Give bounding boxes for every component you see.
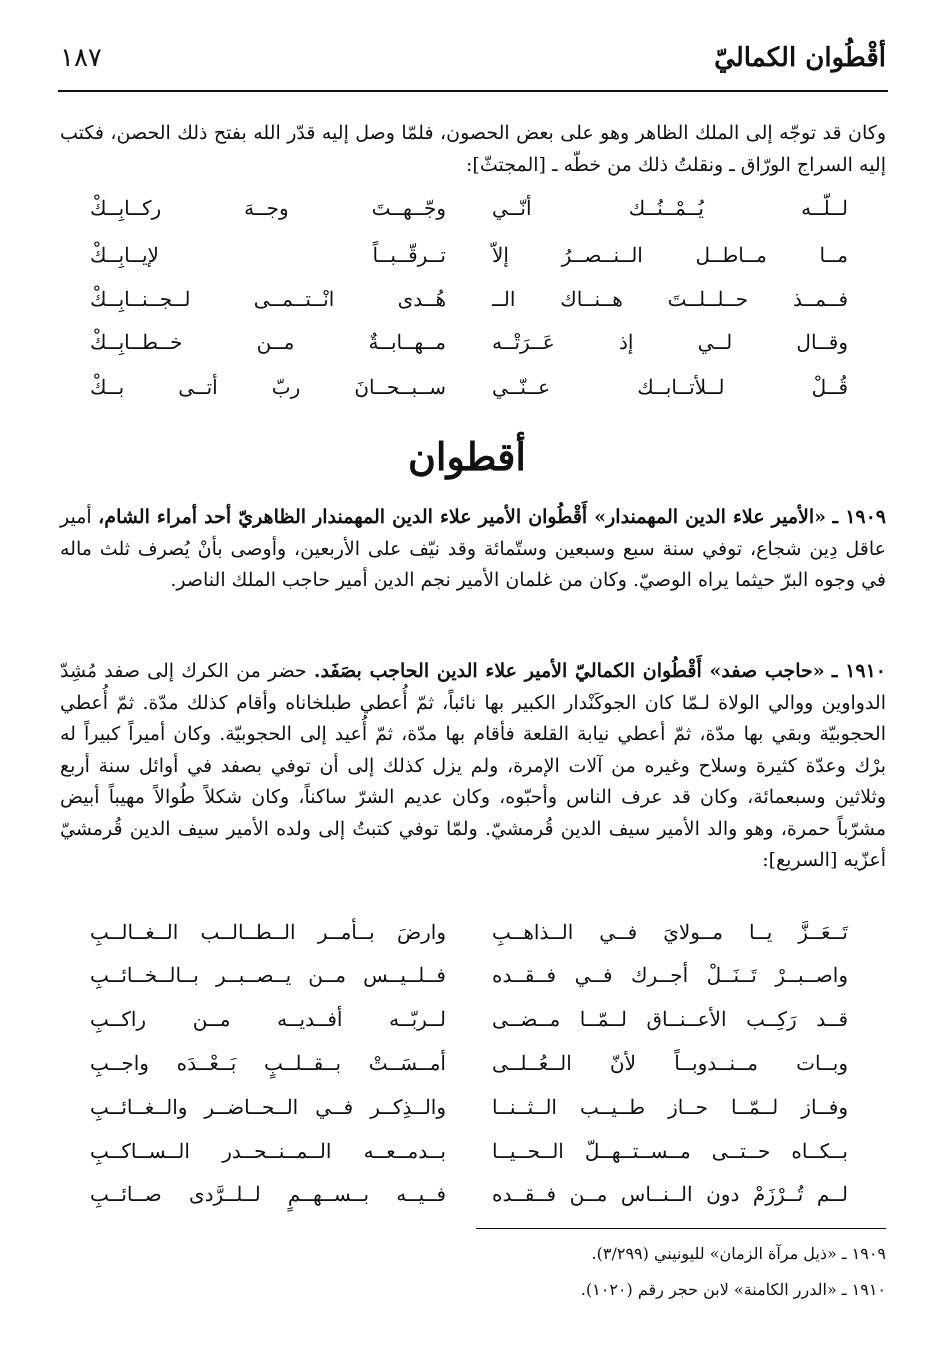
verse-first-hemistich: مــا مــاطــل الــنــصــرُ إلاّ bbox=[492, 243, 848, 267]
verse-line bbox=[90, 367, 848, 407]
verse-second-hemistich: والــذِكــر فــي الــحــاضــر والــغــائــبِ bbox=[90, 1095, 446, 1119]
verse-line bbox=[90, 235, 848, 275]
entry-number: ١٩١٠ ـ bbox=[831, 660, 886, 682]
section-title: أقطوان bbox=[408, 434, 526, 479]
verse-first-hemistich: واصــبــرْ تَــنَــلْ أجــرك فــي فــقــده bbox=[492, 963, 848, 987]
verse-first-hemistich: تَــعَــزَّ يــا مــولايَ فــي الــذاهــبِ bbox=[492, 920, 848, 944]
verse-second-hemistich: فــلــيــس مــن يــصــبــر بــالــخــائــبِ bbox=[90, 963, 446, 987]
verse-first-hemistich: بــكــاه حــتــى مــســتــهــلّ الــحــيــا bbox=[492, 1139, 848, 1163]
header-rule bbox=[58, 90, 888, 92]
page-number: ١٨٧ bbox=[60, 43, 102, 73]
verse-second-hemistich: تــرقّــبــاً لإيــابِــكْ bbox=[90, 243, 446, 267]
entry-heading: «الأمير علاء الدين المهمندار» أَقْطُوان الأمير علاء الدين المهمندار الظاهريّ أحد أمراء الشام، bbox=[98, 506, 827, 528]
verse-first-hemistich: لــلّــه يُــمْــنُــك أنّــي bbox=[492, 196, 848, 220]
verse-second-hemistich: بــدمــعــه الــمــنــحــدر الــســاكــبِ bbox=[90, 1139, 446, 1163]
verse-first-hemistich: فــمــذ حــلــلــتَ هــنــاك الــ bbox=[492, 287, 848, 311]
entry-1909 bbox=[60, 502, 886, 597]
verse-line bbox=[90, 955, 848, 995]
verse-line bbox=[90, 1043, 848, 1083]
verse-line bbox=[90, 188, 848, 228]
verse-second-hemistich: ســبــحــانَ ربّ أتــى بــكْ bbox=[90, 375, 446, 399]
verse-second-hemistich: هُــدى انْــتــمــى لــجــنــابِــكْ bbox=[90, 287, 446, 311]
verse-first-hemistich: وبــات مــنــدوبــاً لأنّ الــعُــلــى bbox=[492, 1051, 848, 1075]
verse-second-hemistich: وارضَ بــأمــر الــطــالــب الــغــالــبِ bbox=[90, 920, 446, 944]
verse-line bbox=[90, 912, 848, 952]
verse-second-hemistich: مــهــابــةٌ مــن خــطــابِــكْ bbox=[90, 330, 446, 354]
running-header-title: أقْطُوان الكماليّ bbox=[714, 43, 886, 73]
verse-line bbox=[90, 1131, 848, 1171]
verse-line bbox=[90, 1174, 848, 1214]
verse-first-hemistich: قــد رَكِــب الأعــنــاق لــمّــا مــضــى bbox=[492, 1007, 848, 1031]
footnote: ١٩١٠ ـ «الدرر الكامنة» لابن حجر رقم (١٠٢٠). bbox=[580, 1280, 886, 1299]
verse-first-hemistich: وقــال لــي إذ عَــرَتْــه bbox=[492, 330, 848, 354]
footnote: ١٩٠٩ ـ «ذيل مرآة الزمان» لليونيني (٣/٢٩٩). bbox=[591, 1244, 886, 1263]
entry-body: حضر من الكرك إلى صفد مُشِدّ الدواوين ووالي الولاة لـمّا كان الجوكَنْدار الكبير بها نائباً، ثمّ أُعطي طبلخاناه وأقام كذلك مدّة. ثمّ أُعطي الحجوبيّة وبقي بها مدّة، ثمّ أعطي نيابة القلعة فأقام بها مدّة، ثمّ أُعيد إلى الحجوبيّة. وكان أميراً كبيراً له برْك وعدّة كثيرة وسلاح وغيره من آلات الإمرة، ولم يزل كذلك إلى أن توفي بصفد في أوائل سنة أربع وثلاثين وسبعمائة، وكان قد عرف الناس وأحبّوه، وكان عديم الشرّ ساكناً، وكان شكلاً طُوالاً مهيباً أبيض مشرّباً حمرة، وهو والد الأمير سيف الدين قُرمشيّ. ولمّا توفي كتبتُ إلى ولده الأمير سيف الدين قُرمشيّ أعزّيه [السريع]: bbox=[60, 660, 886, 871]
verse-first-hemistich: لــم تُــرْزَمْ دون الــنــاس مــن فــقــده bbox=[492, 1182, 848, 1206]
verse-first-hemistich: قُــلْ لــلأتــابــك عــنّــي bbox=[492, 375, 848, 399]
verse-line bbox=[90, 1087, 848, 1127]
verse-second-hemistich: وجّــهــتَ وجــهَ ركــابِــكْ bbox=[90, 196, 446, 220]
verse-first-hemistich: وفــاز لــمّــا حــاز طــيــب الــثــنــا bbox=[492, 1095, 848, 1119]
verse-second-hemistich: لــربّــه أفــديــه مــن راكــبِ bbox=[90, 1007, 446, 1031]
footnote-rule bbox=[476, 1228, 886, 1229]
intro-paragraph: وكان قد توجّه إلى الملك الظاهر وهو على بعض الحصون، فلمّا وصل إليه قدّر الله بفتح ذلك الحصن، فكتب إليه السراج الورّاق ـ ونقلتُ ذلك من خطّه ـ [المجتثّ]: bbox=[60, 122, 886, 176]
verse-second-hemistich: فــيــه بــســهــمٍ لــلــرَّدى صــائــبِ bbox=[90, 1182, 446, 1206]
verse-second-hemistich: أمــسَــتْ بــقــلــبٍ بَــعْــدَه واجــبِ bbox=[90, 1051, 446, 1075]
entry-number: ١٩٠٩ ـ bbox=[832, 506, 887, 528]
entry-1910 bbox=[60, 656, 886, 877]
verse-line bbox=[90, 322, 848, 362]
entry-heading: «حاجب صفد» أَقْطُوان الكماليّ الأمير علاء الدين الحاجب بصَفَد. bbox=[313, 660, 825, 682]
entry-body: أمير عاقل دِين شجاع، توفي سنة سبع وسبعين وستّمائة وقد نيّف على الأربعين، وأوصى بأنْ يُصرف ثلث ماله في وجوه البرّ حيثما يراه الوصيّ. وكان من غلمان الأمير نجم الدين أمير حاجب الملك الناصر. bbox=[60, 506, 886, 591]
verse-line bbox=[90, 279, 848, 319]
verse-line bbox=[90, 999, 848, 1039]
